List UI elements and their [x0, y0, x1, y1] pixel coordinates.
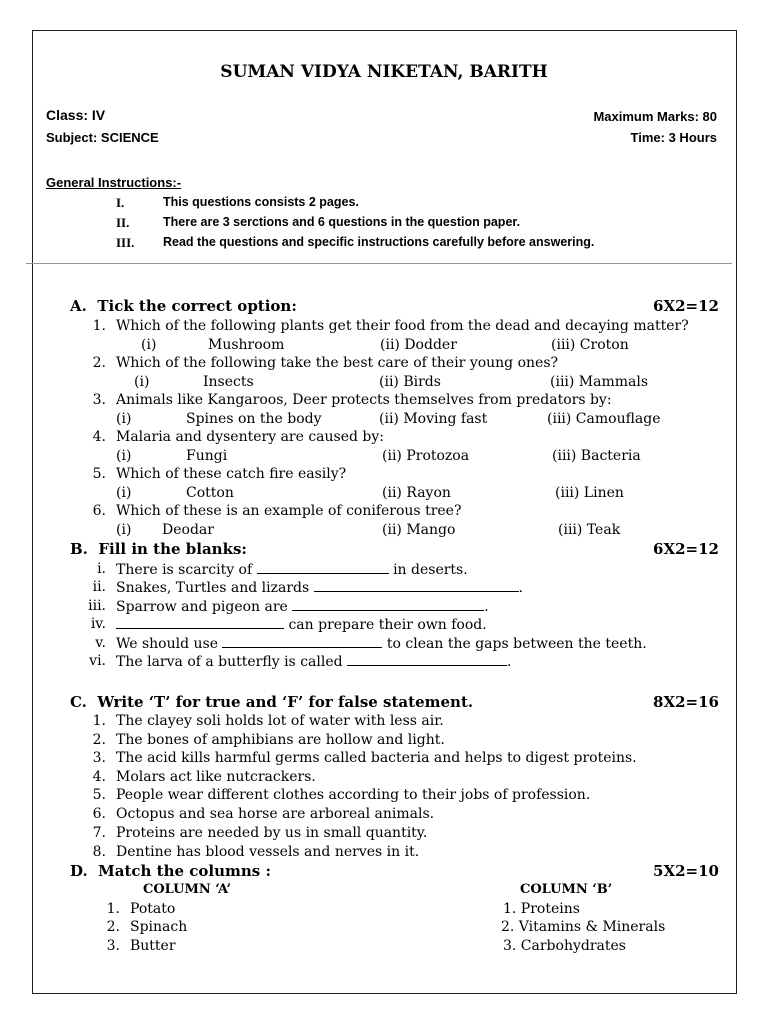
- blank-sentence: We should use to clean the gaps between the teeth.: [116, 636, 647, 652]
- column-b-item: 3. Carbohydrates: [503, 938, 626, 954]
- instruction-text: Read the questions and specific instructions carefully before answering.: [163, 235, 595, 249]
- blank-number: vi.: [89, 653, 106, 669]
- header-divider: [26, 263, 732, 264]
- instructions-title: General Instructions:-: [46, 175, 182, 190]
- max-marks: Maximum Marks: 80: [593, 109, 717, 124]
- question-number: 1.: [92, 318, 106, 334]
- option-number: (i): [134, 374, 150, 390]
- section-b-title: B. Fill in the blanks:: [70, 540, 247, 558]
- subject-label: Subject: SCIENCE: [46, 130, 159, 145]
- column-b-header: COLUMN ‘B’: [520, 882, 613, 897]
- option-3: (iii) Camouflage: [547, 411, 661, 427]
- question-text: Which of these is an example of coniferous tree?: [116, 503, 462, 519]
- column-a-number: 3.: [106, 938, 120, 954]
- statement-text: Dentine has blood vessels and nerves in it.: [116, 844, 420, 860]
- option-1: Insects: [203, 374, 254, 390]
- blank-sentence: Snakes, Turtles and lizards .: [116, 580, 524, 596]
- statement-number: 4.: [92, 769, 106, 785]
- statement-text: The clayey soli holds lot of water with less air.: [116, 713, 444, 729]
- answer-blank[interactable]: [292, 598, 484, 611]
- blank-number: i.: [97, 561, 106, 577]
- option-3: (iii) Linen: [555, 485, 624, 501]
- section-b-marks: 6X2=12: [653, 540, 719, 558]
- option-number: (i): [116, 485, 132, 501]
- option-2: (ii) Protozoa: [382, 448, 470, 464]
- statement-text: The bones of amphibians are hollow and light.: [116, 732, 445, 748]
- section-a-title: A. Tick the correct option:: [70, 297, 297, 315]
- section-d-title: D. Match the columns :: [70, 862, 271, 880]
- answer-blank[interactable]: [116, 616, 284, 629]
- option-1: Fungi: [186, 448, 228, 464]
- column-b-item: 2. Vitamins & Minerals: [501, 919, 666, 935]
- option-1: Cotton: [186, 485, 234, 501]
- instruction-number: I.: [116, 195, 125, 210]
- statement-number: 7.: [92, 825, 106, 841]
- instruction-number: III.: [116, 235, 135, 250]
- section-c-title: C. Write ‘T’ for true and ‘F’ for false statement.: [70, 693, 474, 711]
- option-number: (i): [116, 411, 132, 427]
- option-number: (i): [141, 337, 157, 353]
- option-3: (iii) Mammals: [550, 374, 649, 390]
- section-c-marks: 8X2=16: [653, 693, 719, 711]
- section-d-marks: 5X2=10: [653, 862, 719, 880]
- column-a-item: Butter: [130, 938, 176, 954]
- blank-number: v.: [95, 635, 106, 651]
- blank-number: ii.: [92, 579, 106, 595]
- question-text: Which of the following take the best care of their young ones?: [116, 355, 559, 371]
- time-allowed: Time: 3 Hours: [630, 130, 717, 145]
- statement-number: 8.: [92, 844, 106, 860]
- answer-blank[interactable]: [347, 653, 507, 666]
- instruction-text: This questions consists 2 pages.: [163, 195, 359, 209]
- column-a-item: Spinach: [130, 919, 188, 935]
- question-number: 3.: [92, 392, 106, 408]
- question-number: 6.: [92, 503, 106, 519]
- blank-sentence: Sparrow and pigeon are .: [116, 599, 489, 615]
- question-number: 4.: [92, 429, 106, 445]
- statement-text: People wear different clothes according to their jobs of profession.: [116, 787, 591, 803]
- option-number: (i): [116, 448, 132, 464]
- blank-sentence: There is scarcity of in deserts.: [116, 562, 468, 578]
- option-1: Mushroom: [208, 337, 285, 353]
- option-3: (iii) Teak: [558, 522, 621, 538]
- answer-blank[interactable]: [314, 579, 519, 592]
- option-1: Deodar: [162, 522, 214, 538]
- option-3: (iii) Croton: [551, 337, 629, 353]
- option-number: (i): [116, 522, 132, 538]
- column-a-item: Potato: [130, 901, 176, 917]
- option-2: (ii) Rayon: [382, 485, 451, 501]
- question-text: Which of the following plants get their food from the dead and decaying matter?: [116, 318, 689, 334]
- school-name: SUMAN VIDYA NIKETAN, BARITH: [220, 62, 548, 82]
- question-text: Which of these catch fire easily?: [116, 466, 347, 482]
- statement-number: 2.: [92, 732, 106, 748]
- option-2: (ii) Dodder: [380, 337, 457, 353]
- option-3: (iii) Bacteria: [552, 448, 641, 464]
- column-a-header: COLUMN ‘A’: [143, 882, 232, 897]
- statement-text: Octopus and sea horse are arboreal animals.: [116, 806, 435, 822]
- blank-number: iii.: [88, 598, 106, 614]
- statement-number: 5.: [92, 787, 106, 803]
- class-label: Class: IV: [46, 107, 106, 123]
- instruction-number: II.: [116, 215, 130, 230]
- option-2: (ii) Mango: [382, 522, 456, 538]
- question-text: Animals like Kangaroos, Deer protects themselves from predators by:: [116, 392, 612, 408]
- statement-text: The acid kills harmful germs called bacteria and helps to digest proteins.: [116, 750, 637, 766]
- option-2: (ii) Birds: [379, 374, 441, 390]
- statement-text: Proteins are needed by us in small quantity.: [116, 825, 428, 841]
- statement-number: 1.: [92, 713, 106, 729]
- column-b-item: 1. Proteins: [503, 901, 580, 917]
- question-number: 2.: [92, 355, 106, 371]
- blank-number: iv.: [90, 616, 106, 632]
- column-a-number: 1.: [106, 901, 120, 917]
- option-1: Spines on the body: [186, 411, 322, 427]
- blank-sentence: The larva of a butterfly is called .: [116, 654, 512, 670]
- statement-number: 3.: [92, 750, 106, 766]
- statement-text: Molars act like nutcrackers.: [116, 769, 316, 785]
- answer-blank[interactable]: [222, 635, 382, 648]
- blank-sentence: can prepare their own food.: [116, 616, 487, 633]
- column-a-number: 2.: [106, 919, 120, 935]
- option-2: (ii) Moving fast: [379, 411, 488, 427]
- question-text: Malaria and dysentery are caused by:: [116, 429, 385, 445]
- answer-blank[interactable]: [257, 561, 389, 574]
- instruction-text: There are 3 serctions and 6 questions in the question paper.: [163, 215, 521, 229]
- section-a-marks: 6X2=12: [653, 297, 719, 315]
- statement-number: 6.: [92, 806, 106, 822]
- question-number: 5.: [92, 466, 106, 482]
